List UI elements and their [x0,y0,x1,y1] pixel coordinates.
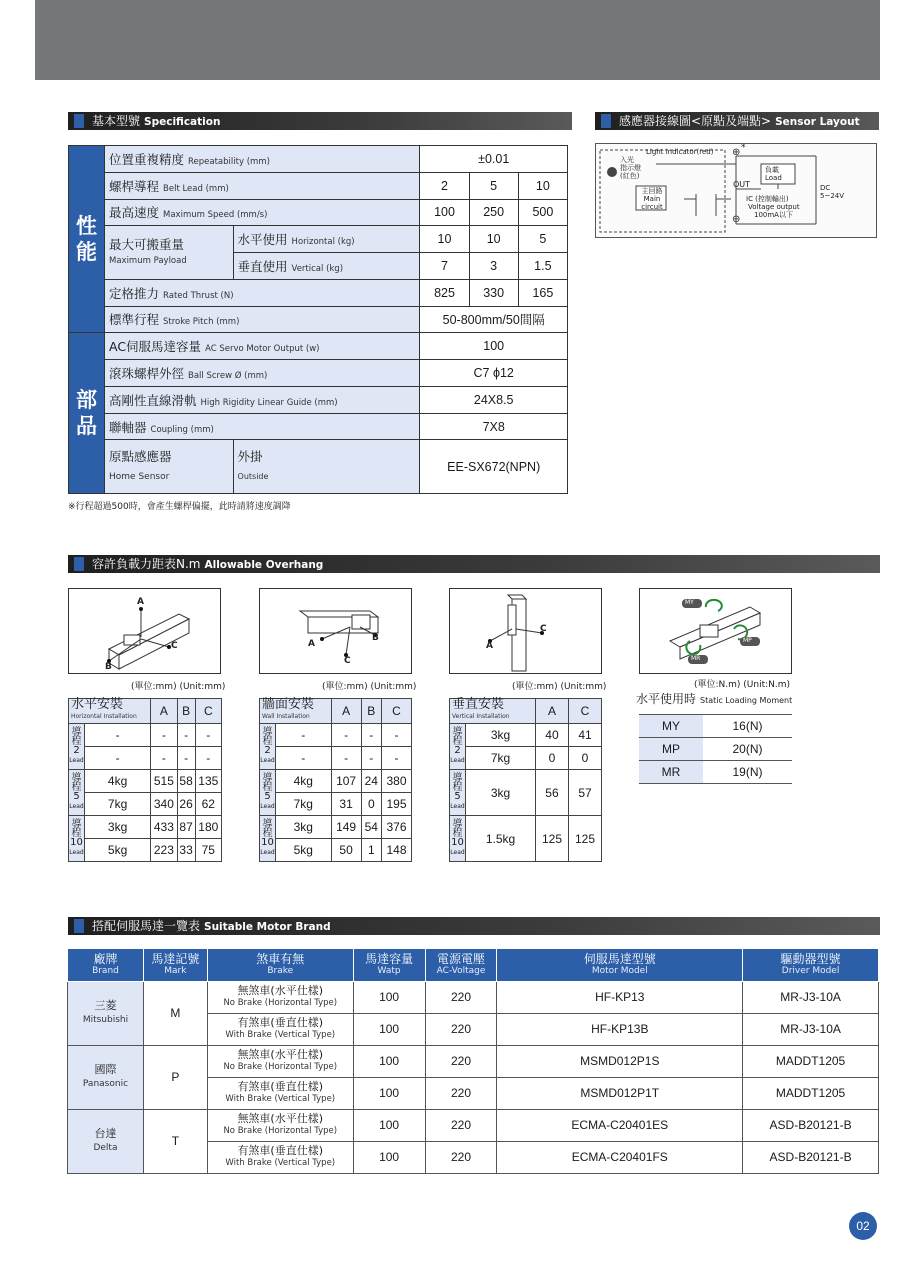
overhang-wall-table [259,698,412,862]
spec-table [68,145,568,494]
table-cell: 31 [331,793,361,816]
section-bar-overhang: 容許負載力距表N.m Allowable Overhang [68,555,880,573]
spec-value: EE-SX672(NPN) [420,440,568,494]
table-cell: 58 [177,770,195,793]
spec-value: 1.5 [518,253,567,280]
moment-value: 16(N) [703,715,792,738]
axis-a-label: A [308,639,315,649]
brand-cell: 國際 Panasonic [68,1045,144,1109]
load-zh: 負載 [765,166,779,174]
lead-cell: 導程 2 Lead [69,724,85,770]
unit-label-moment: (單位:N.m) (Unit:N.m) [694,680,791,690]
table-cell: 125 [568,816,601,862]
section-bar-spec: 基本型號 Specification [68,112,572,130]
table-cell: 26 [177,793,195,816]
spec-value: 50-800mm/50間隔 [420,306,568,333]
spec-label: 標準行程 Stroke Pitch (mm) [105,306,420,333]
brake-cell: 有煞車(垂直仕樣) With Brake (Vertical Type) [207,1077,353,1109]
table-cell: - [195,724,221,747]
my-icon: MY [685,599,694,606]
overhang-horizontal-table [68,698,222,862]
mp-icon: MP [743,637,752,644]
table-cell: 7kg [85,793,151,816]
driver-cell: MADDT1205 [743,1045,879,1077]
table-cell: 33 [177,839,195,862]
lead-cell: 導程 5 Lead [450,770,466,816]
table-cell: 75 [195,839,221,862]
spec-label: 定格推力 Rated Thrust (N) [105,279,420,306]
brake-cell: 無煞車(水平仕樣) No Brake (Horizontal Type) [207,981,353,1013]
spec-value: 330 [469,279,518,306]
table-cell: - [151,724,177,747]
axis-c-label: C [540,624,547,634]
model-cell: MSMD012P1T [497,1077,743,1109]
sensor-wiring-diagram [595,143,877,238]
volt-cell: 220 [425,1109,497,1141]
col-header-driver-model: 驅動器型號 Driver Model [743,949,879,981]
watt-cell: 100 [353,1077,425,1109]
axis-a-label: A [486,641,493,651]
dc-label: DC 5~24V [820,184,845,200]
main-circuit-en: Main circuit [641,195,663,211]
group-performance: 性能 [69,146,105,333]
axis-b-label: B [105,662,112,672]
load-en: Load [765,174,782,182]
header-band [35,0,880,80]
brake-cell: 有煞車(垂直仕樣) With Brake (Vertical Type) [207,1141,353,1173]
moment-title: 水平使用時 Static Loading Moment [636,692,793,706]
diagram-wall [259,588,412,674]
lead-cell: 導程 2 Lead [260,724,276,770]
model-cell: ECMA-C20401ES [497,1109,743,1141]
unit-label-vertical: (單位:mm) (Unit:mm) [512,682,607,692]
motor-brand-table [67,949,879,1174]
brake-cell: 無煞車(水平仕樣) No Brake (Horizontal Type) [207,1045,353,1077]
table-cell: 125 [535,816,568,862]
table-cell: 5kg [276,839,332,862]
lead-cell: 導程 10 Lead [260,816,276,862]
col-header: C [382,699,412,724]
mark-cell: P [143,1045,207,1109]
axis-c-label: C [344,656,351,666]
driver-cell: ASD-B20121-B [743,1141,879,1173]
lead-cell: 導程 5 Lead [69,770,85,816]
table-cell: 56 [535,770,568,816]
model-cell: HF-KP13 [497,981,743,1013]
driver-cell: MR-J3-10A [743,981,879,1013]
table-cell: 1 [361,839,381,862]
table-cell: 24 [361,770,381,793]
star-mark: * [741,143,746,153]
model-cell: MSMD012P1S [497,1045,743,1077]
col-header: B [177,699,195,724]
mark-cell: M [143,981,207,1045]
mr-icon: MR [691,655,701,662]
col-header: A [151,699,177,724]
col-header: A [331,699,361,724]
brake-cell: 有煞車(垂直仕樣) With Brake (Vertical Type) [207,1013,353,1045]
table-header: 水平安裝 Horizontal Installation [69,699,151,724]
light-indicator-label: Light indicator(red) [646,148,714,156]
axis-a-label: A [137,597,144,607]
table-cell: 54 [361,816,381,839]
moment-key: MY [639,715,703,738]
spec-value: 250 [469,199,518,226]
table-cell: - [85,724,151,747]
col-header: A [535,699,568,724]
watt-cell: 100 [353,1141,425,1173]
col-header: C [195,699,221,724]
moment-value: 19(N) [703,761,792,784]
horizontal-actuator-drawing [69,589,222,675]
table-cell: - [361,747,381,770]
col-header-mark: 馬達記號 Mark [143,949,207,981]
moment-actuator-drawing [640,589,793,675]
table-cell: 4kg [276,770,332,793]
spec-label: 垂直使用 Vertical (kg) [233,253,420,280]
volt-cell: 220 [425,1077,497,1109]
table-cell: 223 [151,839,177,862]
table-cell: 41 [568,724,601,747]
table-cell: - [195,747,221,770]
driver-cell: ASD-B20121-B [743,1109,879,1141]
diagram-horizontal [68,588,221,674]
table-cell: - [177,747,195,770]
table-cell: 195 [382,793,412,816]
col-header-voltage: 電源電壓 AC-Voltage [425,949,497,981]
spec-note: ※行程超過500時，會產生螺桿偏擺，此時請將速度調降 [68,502,291,512]
spec-label: 螺桿導程 Belt Lead (mm) [105,172,420,199]
table-cell: - [331,747,361,770]
table-cell: 135 [195,770,221,793]
model-cell: HF-KP13B [497,1013,743,1045]
col-header: C [568,699,601,724]
spec-value: 10 [420,226,469,253]
watt-cell: 100 [353,1109,425,1141]
table-cell: 3kg [466,724,536,747]
plus-terminal: ⊕ [732,147,741,158]
driver-cell: MADDT1205 [743,1077,879,1109]
watt-cell: 100 [353,1045,425,1077]
unit-label-wall: (單位:mm) (Unit:mm) [322,682,417,692]
table-cell: 376 [382,816,412,839]
table-cell: 148 [382,839,412,862]
table-cell: 149 [331,816,361,839]
spec-value: 24X8.5 [420,386,568,413]
spec-value: 3 [469,253,518,280]
table-cell: - [276,747,332,770]
table-cell: 50 [331,839,361,862]
voltage-label: Voltage output [748,203,800,211]
table-cell: 3kg [85,816,151,839]
table-cell: 515 [151,770,177,793]
table-cell: 7kg [276,793,332,816]
overhang-vertical-table [449,698,602,862]
table-cell: 340 [151,793,177,816]
table-cell: - [85,747,151,770]
lead-cell: 導程 5 Lead [260,770,276,816]
mark-cell: T [143,1109,207,1173]
moment-key: MP [639,738,703,761]
col-header-watt: 馬達容量 Watp [353,949,425,981]
table-cell: 87 [177,816,195,839]
table-cell: 1.5kg [466,816,536,862]
lead-cell: 導程 10 Lead [450,816,466,862]
section-bar-motor: 搭配伺服馬達一覽表 Suitable Motor Brand [68,917,880,935]
table-header: 垂直安裝 Vertical Installation [450,699,536,724]
lead-cell: 導程 2 Lead [450,724,466,770]
spec-value: 2 [420,172,469,199]
spec-label-payload: 最大可搬重量 Maximum Payload [105,226,234,280]
spec-value: ±0.01 [420,146,568,173]
lead-cell: 導程 10 Lead [69,816,85,862]
axis-c-label: C [171,641,178,651]
wall-actuator-drawing [260,589,413,675]
volt-cell: 220 [425,1013,497,1045]
volt-cell: 220 [425,981,497,1013]
minus-terminal: ⊖ [732,214,741,225]
brand-cell: 台達 Delta [68,1109,144,1173]
spec-label: 原點感應器 Home Sensor [105,440,234,494]
brand-cell: 三菱 Mitsubishi [68,981,144,1045]
spec-value: 500 [518,199,567,226]
volt-cell: 220 [425,1141,497,1173]
light-indicator-zh: 入光 指示燈 (紅色) [620,156,641,180]
spec-label: 最高速度 Maximum Speed (mm/s) [105,199,420,226]
spec-label: 外掛 Outside [233,440,420,494]
section-bar-sensor: 感應器接線圖<原點及端點> Sensor Layout [595,112,879,130]
col-header-brand: 廠牌 Brand [68,949,144,981]
watt-cell: 100 [353,981,425,1013]
static-moment-table [639,714,792,784]
group-parts: 部品 [69,333,105,494]
volt-cell: 220 [425,1045,497,1077]
page-number-badge: 02 [849,1212,877,1240]
table-cell: 62 [195,793,221,816]
table-cell: 433 [151,816,177,839]
unit-label-horizontal: (單位:mm) (Unit:mm) [131,682,226,692]
table-header: 牆面安裝 Wall Installation [260,699,332,724]
spec-value: 825 [420,279,469,306]
table-cell: 0 [361,793,381,816]
col-header-brake: 煞車有無 Brake [207,949,353,981]
table-cell: 40 [535,724,568,747]
spec-value: 5 [469,172,518,199]
col-header-motor-model: 伺服馬達型號 Motor Model [497,949,743,981]
spec-value: 165 [518,279,567,306]
driver-cell: MR-J3-10A [743,1013,879,1045]
table-cell: - [177,724,195,747]
axis-b-label: B [372,633,379,643]
current-label: 100mA以下 [754,211,793,219]
table-cell: 7kg [466,747,536,770]
moment-key: MR [639,761,703,784]
ic-label: IC (控制輸出) [746,195,789,203]
spec-label: 聯軸器 Coupling (mm) [105,413,420,440]
spec-label: 滾珠螺桿外徑 Ball Screw Ø (mm) [105,360,420,387]
spec-label: 高剛性直線滑軌 High Rigidity Linear Guide (mm) [105,386,420,413]
table-cell: - [151,747,177,770]
spec-value: 7X8 [420,413,568,440]
spec-value: 10 [518,172,567,199]
brake-cell: 無煞車(水平仕樣) No Brake (Horizontal Type) [207,1109,353,1141]
table-cell: - [361,724,381,747]
vertical-actuator-drawing [450,589,603,675]
watt-cell: 100 [353,1013,425,1045]
spec-value: 5 [518,226,567,253]
spec-value: 10 [469,226,518,253]
table-cell: 4kg [85,770,151,793]
model-cell: ECMA-C20401FS [497,1141,743,1173]
col-header: B [361,699,381,724]
diagram-moment [639,588,792,674]
spec-label: AC伺服馬達容量 AC Servo Motor Output (w) [105,333,420,360]
spec-value: 100 [420,333,568,360]
table-cell: 0 [535,747,568,770]
diagram-vertical [449,588,602,674]
table-cell: 3kg [276,816,332,839]
table-cell: 380 [382,770,412,793]
table-cell: 5kg [85,839,151,862]
table-cell: 57 [568,770,601,816]
spec-value: 100 [420,199,469,226]
table-cell: - [331,724,361,747]
main-circuit-zh: 主回路 [641,187,663,195]
table-cell: 180 [195,816,221,839]
table-cell: 3kg [466,770,536,816]
table-cell: - [382,724,412,747]
table-cell: 107 [331,770,361,793]
out-label: OUT [733,180,751,189]
table-cell: 0 [568,747,601,770]
moment-value: 20(N) [703,738,792,761]
spec-label: 水平使用 Horizontal (kg) [233,226,420,253]
spec-value: C7 ϕ12 [420,360,568,387]
table-cell: - [276,724,332,747]
spec-value: 7 [420,253,469,280]
spec-label: 位置重複精度 Repeatability (mm) [105,146,420,173]
table-cell: - [382,747,412,770]
